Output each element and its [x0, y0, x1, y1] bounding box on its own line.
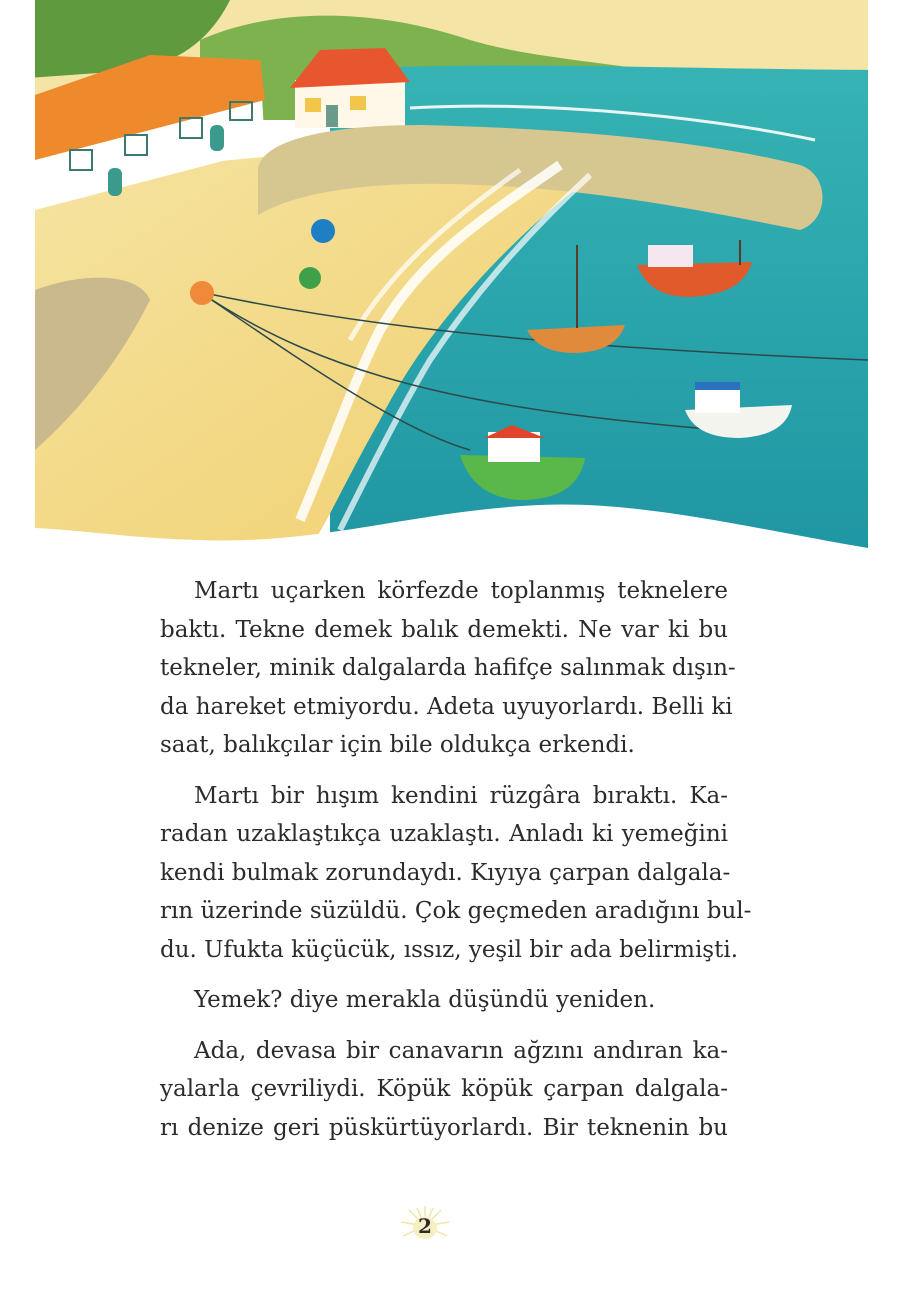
- paragraph: [160, 981, 728, 1020]
- small-house-window: [305, 98, 321, 112]
- text-line: kendi bulmak zorundaydı. Kıyıya çarpan dalgala-: [160, 859, 731, 886]
- small-house-window: [350, 96, 366, 110]
- text-line: da hareket etmiyordu. Adeta uyuyorlardı. Belli ki: [160, 693, 733, 720]
- page-number-area: [395, 1204, 455, 1248]
- text-line: rın üzerinde süzüldü. Çok geçmeden aradığını bul-: [160, 898, 752, 924]
- paragraph: [160, 777, 752, 970]
- text-line: du. Ufukta küçücük, ıssız, yeşil bir ada belirmişti.: [160, 936, 739, 963]
- text-line: baktı. Tekne demek balık demekti. Ne var ki bu: [160, 616, 728, 643]
- text-line: Yemek? diye merakla düşündü yeniden.: [194, 987, 656, 1013]
- house-door: [210, 125, 224, 151]
- buoy-green: [299, 267, 321, 289]
- small-house-door: [326, 105, 338, 127]
- paragraph: [160, 1032, 728, 1148]
- text-line: Ada, devasa bir canavarın ağzını andıran ka-: [194, 1037, 728, 1064]
- story-text: [160, 572, 752, 1159]
- text-line: Martı uçarken körfezde toplanmış teknelere: [194, 578, 728, 604]
- house-door: [108, 168, 122, 196]
- buoy-orange: [190, 281, 214, 305]
- text-line: tekneler, minik dalgalarda hafifçe salınmak dışın-: [160, 655, 736, 681]
- buoy-blue: [311, 219, 335, 243]
- text-line: yalarla çevriliydi. Köpük köpük çarpan dalgala-: [160, 1076, 728, 1102]
- page-number: 2: [418, 1214, 432, 1238]
- text-line: Martı bir hışım kendini rüzgâra bıraktı. Ka-: [194, 782, 728, 809]
- text-line: rı denize geri püskürtüyorlardı. Bir teknenin bu: [160, 1114, 728, 1141]
- paragraph: [160, 572, 736, 765]
- harbor-illustration: [0, 0, 900, 560]
- text-line: radan uzaklaştıkça uzaklaştı. Anladı ki yemeğini: [160, 821, 728, 847]
- text-line: saat, balıkçılar için bile oldukça erkendi.: [160, 732, 635, 758]
